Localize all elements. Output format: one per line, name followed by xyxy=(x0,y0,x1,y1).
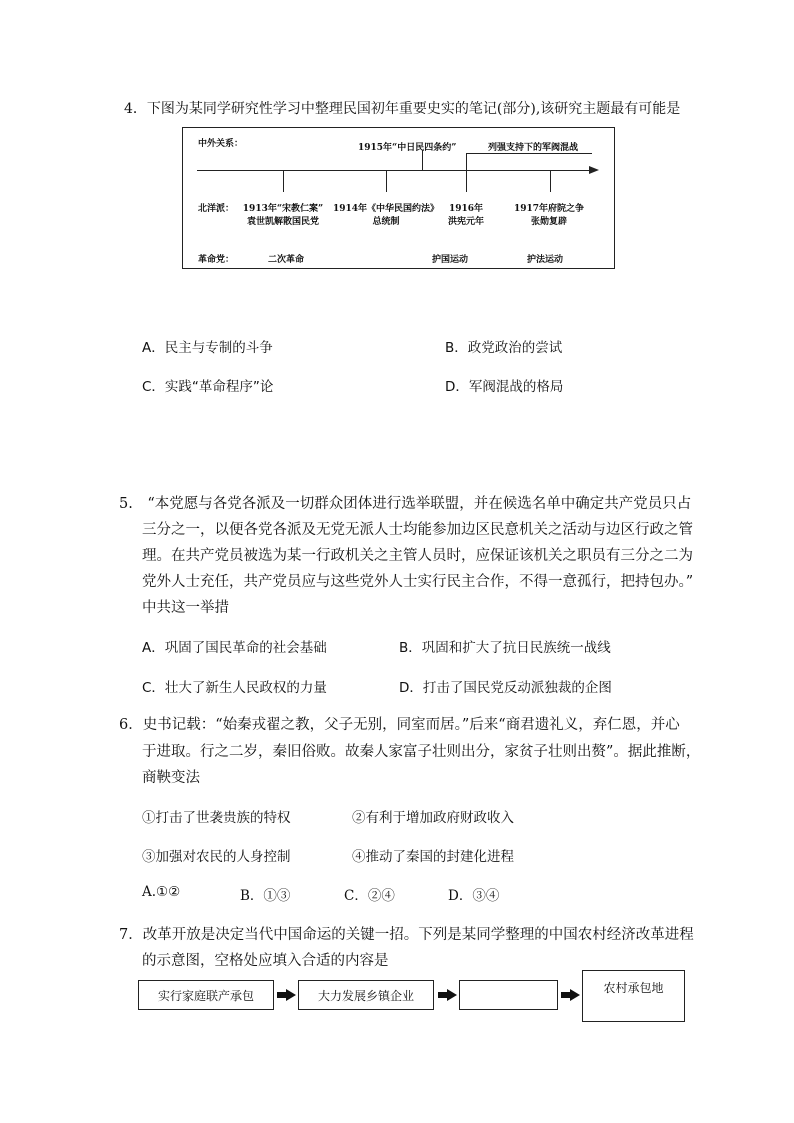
tick-1915 xyxy=(422,150,423,170)
event-1914-line1: 1914年《中华民国约法》 xyxy=(332,204,440,214)
event-1913-line1: 1913年“宋教仁案” xyxy=(242,204,324,214)
q4-option-d[interactable]: D．军阀混战的格局 xyxy=(445,379,564,395)
event-protect-nation-movement: 护国运动 xyxy=(432,255,469,265)
q6-option-d[interactable]: D．③④ xyxy=(448,888,500,904)
q7-line-2: 的示意图，空格处应填入合适的内容是 xyxy=(142,953,389,969)
history-timeline-figure xyxy=(182,127,615,269)
q6-line-1: 6．史书记载：“始秦戎翟之教，父子无别，同室而居。”后来“商君遗礼义，弃仁恩，并心 xyxy=(119,717,680,733)
q4-option-c[interactable]: C．实践“革命程序”论 xyxy=(142,379,274,395)
timeline-axis xyxy=(197,170,591,171)
q6-option-c[interactable]: C．②④ xyxy=(344,888,395,904)
warlord-period-bracket xyxy=(466,153,592,170)
q4-stem: 4．下图为某同学研究性学习中整理民国初年重要史实的笔记(部分),该研究主题最有可能是 xyxy=(124,101,681,117)
q5-option-a[interactable]: A．巩固了国民革命的社会基础 xyxy=(142,640,327,656)
timeline-arrow-icon xyxy=(589,166,599,174)
tick-1914 xyxy=(386,170,387,192)
flow-step-rural-contracted-land: 农村承包地 xyxy=(582,970,685,1022)
flow-step-blank-answer[interactable] xyxy=(459,980,558,1010)
q6-option-a[interactable]: A.①② xyxy=(142,884,181,900)
q5-line-4: 党外人士充任，共产党员应与这些党外人士实行民主合作，不得一意孤行，把持包办。” xyxy=(142,574,694,590)
tick-1917 xyxy=(550,170,551,192)
row-label-revolutionary-party: 革命党： xyxy=(198,255,235,265)
event-1917-line1: 1917年府院之争 xyxy=(513,204,585,214)
event-protect-law-movement: 护法运动 xyxy=(527,255,564,265)
q6-item-1: ①打击了世袭贵族的特权 xyxy=(142,810,291,826)
event-1913-line2: 袁世凯解散国民党 xyxy=(246,217,320,227)
q5-option-c[interactable]: C．壮大了新生人民政权的力量 xyxy=(142,680,327,696)
q6-item-4: ④推动了秦国的封建化进程 xyxy=(352,849,514,865)
q5-option-b[interactable]: B．巩固和扩大了抗日民族统一战线 xyxy=(399,640,611,656)
event-1917-line2: 张勋复辟 xyxy=(530,217,568,227)
flow-arrow-icon xyxy=(277,989,296,1001)
tick-1916 xyxy=(466,170,467,192)
q5-line-3: 理。在共产党员被选为某一行政机关之主管人员时，应保证该机关之职员有三分之二为 xyxy=(142,548,693,564)
row-label-foreign-relations: 中外关系： xyxy=(198,139,244,149)
q6-item-2: ②有利于增加政府财政收入 xyxy=(352,810,514,826)
q4-option-b[interactable]: B．政党政治的尝试 xyxy=(445,340,563,356)
event-1916-line2: 洪宪元年 xyxy=(447,217,485,227)
tick-1913 xyxy=(283,170,284,192)
event-1916-line1: 1916年 xyxy=(448,204,484,214)
q5-option-d[interactable]: D．打击了国民党反动派独裁的企图 xyxy=(399,680,612,696)
q6-item-3: ③加强对农民的人身控制 xyxy=(142,849,291,865)
flow-step-household-contract: 实行家庭联产承包 xyxy=(138,980,274,1010)
row-label-beiyang: 北洋派： xyxy=(198,204,235,214)
q5-line-2: 三分之一，以便各党各派及无党无派人士均能参加边区民意机关之活动与边区行政之管 xyxy=(142,522,693,538)
q6-option-b[interactable]: B．①③ xyxy=(240,888,291,904)
q5-line-1: 5. “本党愿与各党各派及一切群众团体进行选举联盟，并在候选名单中确定共产党员只占 xyxy=(119,496,692,512)
flow-arrow-icon xyxy=(561,989,580,1001)
q4-option-a[interactable]: A．民主与专制的斗争 xyxy=(142,340,273,356)
q6-line-2: 于进取。行之二岁，秦旧俗败。故秦人家富子壮则出分，家贫子壮则出赘”。据此推断， xyxy=(142,744,701,760)
flow-step-township-enterprises: 大力发展乡镇企业 xyxy=(298,980,434,1010)
q5-line-5: 中共这一举措 xyxy=(142,600,229,616)
label-warlord-wars: 列强支持下的军阀混战 xyxy=(488,143,579,153)
event-1914-line2: 总统制 xyxy=(372,217,400,227)
flow-arrow-icon xyxy=(438,989,457,1001)
q7-line-1: 7．改革开放是决定当代中国命运的关键一招。下列是某同学整理的中国农村经济改革进程 xyxy=(119,927,694,943)
event-1915-treaty: 1915年“中日民四条约” xyxy=(358,143,457,153)
event-second-revolution: 二次革命 xyxy=(268,255,305,265)
q6-line-3: 商鞅变法 xyxy=(142,770,200,786)
